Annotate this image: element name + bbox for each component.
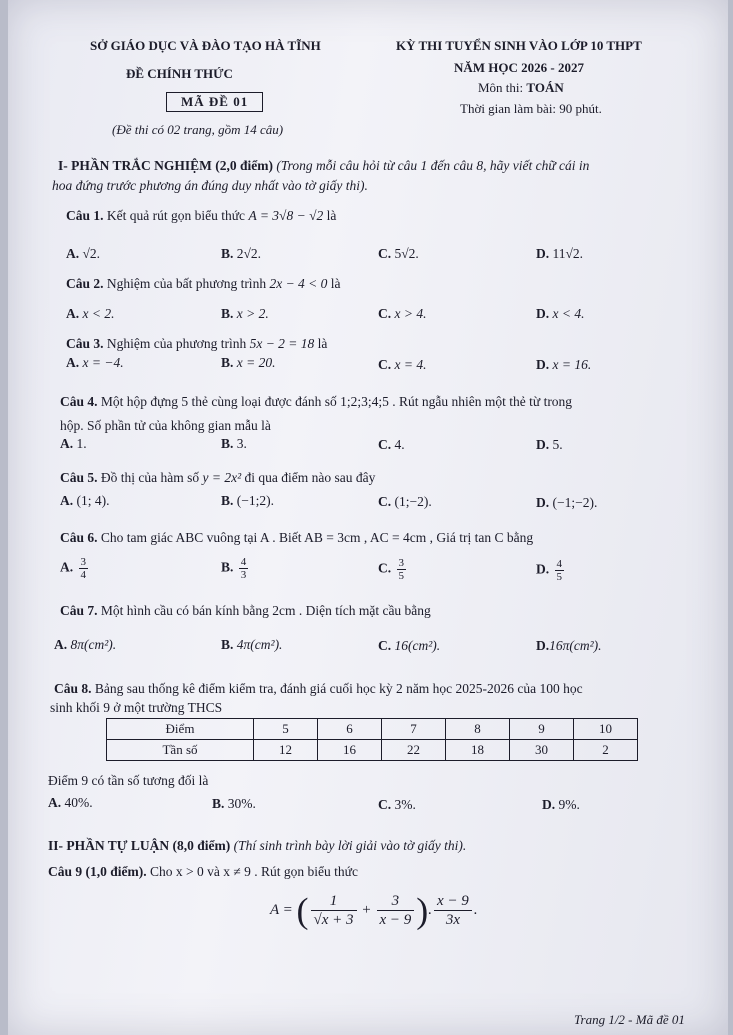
- q3-option-a: A. x = −4.: [66, 355, 124, 370]
- question-number: Câu 6.: [60, 530, 98, 545]
- exam-code-box: MÃ ĐỀ 01: [166, 92, 263, 112]
- q5-option-a: A. (1; 4).: [60, 493, 110, 508]
- q8-option-b: B. 30%.: [212, 796, 256, 811]
- table-cell: 9: [510, 719, 574, 740]
- question-8-cont: sinh khối 9 ở một trường THCS: [50, 700, 223, 715]
- q3-option-b: B. x = 20.: [221, 355, 276, 370]
- exam-page: [8, 0, 728, 1035]
- q5-option-d: D. (−1;−2).: [536, 495, 598, 510]
- question-8: [54, 681, 583, 697]
- part1-instruction: (Trong mỗi câu hỏi từ câu 1 đến câu 8, hãy viết chữ cái in: [276, 158, 590, 173]
- q4-option-a: A. 1.: [60, 436, 87, 451]
- q5-option-c: C. (1;−2).: [378, 494, 432, 509]
- question-5: [60, 470, 375, 486]
- table-row-frequencies: [107, 740, 638, 761]
- q1-option-b: B. 2√2.: [221, 246, 262, 261]
- q8-option-d: D. 9%.: [542, 797, 580, 812]
- question-7: [60, 603, 431, 619]
- math-expression: 5x − 2 = 18: [249, 336, 315, 351]
- q1-option-d: D. 11√2.: [536, 246, 584, 261]
- part2-instruction: (Thí sinh trình bày lời giải vào tờ giấy thi).: [233, 838, 467, 853]
- part2-title: II- PHẦN TỰ LUẬN (8,0 điểm): [48, 838, 231, 853]
- pages-note: (Đề thi có 02 trang, gồm 14 câu): [112, 122, 284, 137]
- table-cell: 16: [318, 740, 382, 761]
- question-tail: là: [317, 336, 328, 351]
- table-cell: 30: [510, 740, 574, 761]
- q8-option-c: C. 3%.: [378, 797, 416, 812]
- math-expression: A = 3√8 − √2: [248, 208, 324, 223]
- question-2: [66, 276, 341, 292]
- question-number: Câu 7.: [60, 603, 98, 618]
- table-cell: 8: [446, 719, 510, 740]
- question-text: Kết quả rút gọn biểu thức: [106, 208, 246, 223]
- question-text: Nghiệm của bất phương trình: [106, 276, 267, 291]
- table-row-scores: [107, 719, 638, 740]
- formula-lhs: A =: [270, 901, 293, 918]
- question-4: [60, 394, 572, 410]
- q4-option-d: D. 5.: [536, 437, 563, 452]
- question-4-cont: hộp. Số phần tử của không gian mẫu là: [60, 418, 271, 433]
- question-number: Câu 5.: [60, 470, 98, 485]
- q7-option-d: D.16π(cm²).: [536, 638, 602, 653]
- table-cell: 2: [574, 740, 638, 761]
- question-text: Đồ thị của hàm số: [100, 470, 200, 485]
- table-cell: 12: [254, 740, 318, 761]
- official-label: ĐỀ CHÍNH THỨC: [126, 66, 233, 81]
- time-limit: Thời gian làm bài: 90 phút.: [460, 101, 602, 116]
- subject-line: [478, 80, 564, 96]
- question-tail: là: [326, 208, 337, 223]
- q2-option-a: A. x < 2.: [66, 306, 115, 321]
- q6-option-d: D. $\frac{4}{5}$: [536, 558, 562, 583]
- table-cell: 7: [382, 719, 446, 740]
- q1-option-a: A. √2.: [66, 246, 101, 261]
- row-header: Tần số: [107, 740, 254, 761]
- table-cell: 18: [446, 740, 510, 761]
- q4-option-c: C. 4.: [378, 437, 405, 452]
- subject-name: TOÁN: [526, 80, 564, 95]
- question-number: Câu 8.: [54, 681, 92, 696]
- question-text: Cho tam giác ABC vuông tại A . Biết AB = 3cm , AC = 4cm , Giá trị tan C bằng: [100, 530, 534, 545]
- part1-instruction-cont: hoa đứng trước phương án đúng duy nhất vào tờ giấy thi).: [52, 178, 368, 193]
- q7-option-a: A. 8π(cm²).: [54, 637, 117, 652]
- q6-option-a: A. $\frac{3}{4}$: [60, 556, 86, 581]
- math-expression: y = 2x²: [202, 470, 242, 485]
- question-number: Câu 3.: [66, 336, 104, 351]
- q3-option-d: D. x = 16.: [536, 357, 592, 372]
- exam-title: KỲ THI TUYỂN SINH VÀO LỚP 10 THPT: [396, 38, 642, 53]
- question-text: Cho x > 0 và x ≠ 9 . Rút gọn biểu thức: [150, 864, 358, 879]
- question-text: Nghiệm của phương trình: [106, 336, 247, 351]
- subject-label: Môn thi:: [478, 80, 527, 95]
- q7-option-b: B. 4π(cm²).: [221, 637, 283, 652]
- question-number: Câu 4.: [60, 394, 98, 409]
- q6-option-b: B. $\frac{4}{3}$: [221, 556, 247, 581]
- question-8-after: Điểm 9 có tần số tương đối là: [48, 773, 209, 788]
- question-tail: là: [330, 276, 341, 291]
- question-text: Bảng sau thống kê điểm kiểm tra, đánh giá cuối học kỳ 2 năm học 2025-2026 của 100 học: [94, 681, 583, 696]
- question-number: Câu 1.: [66, 208, 104, 223]
- q8-option-a: A. 40%.: [48, 795, 93, 810]
- part1-title: I- PHẦN TRẮC NGHIỆM (2,0 điểm): [58, 158, 273, 173]
- question-tail: đi qua điểm nào sau đây: [244, 470, 376, 485]
- q2-option-d: D. x < 4.: [536, 306, 585, 321]
- q9-formula: A = ( $\frac{1}{√x + 3}$ + $\frac{3}{x - 9}$ ). $\frac{x - 9}{3x}$ .: [270, 890, 478, 931]
- question-number: Câu 2.: [66, 276, 104, 291]
- part2-heading: [48, 838, 466, 854]
- question-9: [48, 864, 358, 880]
- q6-option-c: C. $\frac{3}{5}$: [378, 557, 404, 582]
- department-name: SỞ GIÁO DỤC VÀ ĐÀO TẠO HÀ TĨNH: [90, 38, 321, 53]
- q2-option-c: C. x > 4.: [378, 306, 427, 321]
- question-6: [60, 530, 533, 546]
- q1-option-c: C. 5√2.: [378, 246, 419, 261]
- row-header: Điểm: [107, 719, 254, 740]
- q3-option-c: C. x = 4.: [378, 357, 427, 372]
- q5-option-b: B. (−1;2).: [221, 493, 274, 508]
- table-cell: 6: [318, 719, 382, 740]
- question-text: Một hình cầu có bán kính bằng 2cm . Diện tích mặt cầu bằng: [100, 603, 431, 618]
- school-year: NĂM HỌC 2026 - 2027: [454, 60, 584, 75]
- part1-heading: [58, 158, 589, 174]
- q7-option-c: C. 16(cm²).: [378, 638, 441, 653]
- frequency-table: [106, 718, 638, 761]
- table-cell: 22: [382, 740, 446, 761]
- q4-option-b: B. 3.: [221, 436, 247, 451]
- table-cell: 10: [574, 719, 638, 740]
- q2-option-b: B. x > 2.: [221, 306, 269, 321]
- question-1: [66, 208, 336, 224]
- question-number: Câu 9 (1,0 điểm).: [48, 864, 147, 879]
- table-cell: 5: [254, 719, 318, 740]
- page-footer: Trang 1/2 - Mã đề 01: [574, 1012, 685, 1027]
- question-text: Một hộp đựng 5 thẻ cùng loại được đánh số 1;2;3;4;5 . Rút ngẫu nhiên một thẻ từ trong: [100, 394, 573, 409]
- math-expression: 2x − 4 < 0: [269, 276, 328, 291]
- question-3: [66, 336, 327, 352]
